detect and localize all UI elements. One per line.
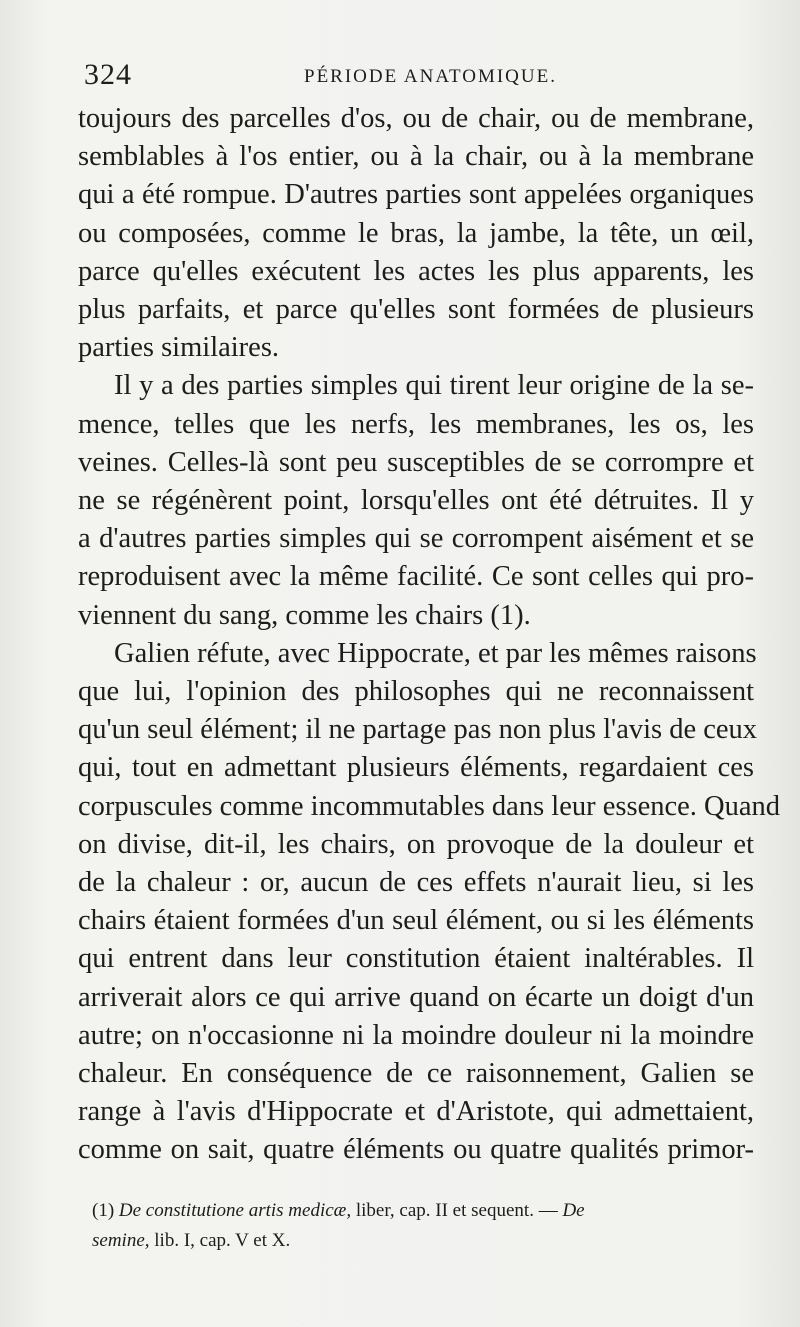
footnote-line [92,1196,752,1226]
text-line: range à l'avis d'Hippocrate et d'Aristote, qui admettaient, [78,1096,754,1128]
text-line: parties similaires. [78,332,280,364]
text-line: viennent du sang, comme les chairs (1). [78,599,531,631]
text-line: Galien réfute, avec Hippocrate, et par les mêmes raisons [114,637,757,669]
body-text [78,100,780,1170]
text-line: ne se régénèrent point, lorsqu'elles ont été détruites. Il y [78,485,754,517]
footnote-reference: liber, cap. II et sequent. — [355,1200,558,1221]
text-line: mence, telles que les nerfs, les membranes, les os, les [78,408,754,440]
text-line: qui a été rompue. D'autres parties sont appelées organiques [78,179,754,211]
text-line: de la chaleur : or, aucun de ces effets n'aurait lieu, si les [78,867,754,899]
text-line: Il y a des parties simples qui tirent leur origine de la se- [114,370,754,402]
text-line: on divise, dit-il, les chairs, on provoque de la douleur et [78,828,754,860]
text-line: veines. Celles-là sont peu susceptibles de se corrompre et [78,446,754,478]
text-line: parce qu'elles exécutent les actes les plus apparents, les [78,255,754,287]
text-line: semblables à l'os entier, ou à la chair, ou à la membrane [78,141,754,173]
footnote-work-title-2: semine, [92,1230,150,1251]
text-line: arriverait alors ce qui arrive quand on écarte un doigt d'un [78,981,754,1013]
text-line: reproduisent avec la même facilité. Ce sont celles qui pro- [78,561,754,593]
text-line: qui, tout en admettant plusieurs éléments, regardaient ces [78,752,754,784]
text-line: toujours des parcelles d'os, ou de chair, ou de membrane, [78,103,754,134]
text-line: chairs étaient formées d'un seul élément, ou si les éléments [78,905,754,937]
text-line: comme on sait, quatre éléments ou quatre qualités primor- [78,1134,754,1166]
text-line: corpuscules comme incommutables dans leur essence. Quand [78,790,780,822]
running-title: PÉRIODE ANATOMIQUE. [304,66,557,87]
footnote-reference-2: lib. I, cap. V et X. [154,1230,291,1251]
text-line: qui entrent dans leur constitution étaient inaltérables. Il [78,943,754,975]
text-line: a d'autres parties simples qui se corrompent aisément et se [78,523,754,555]
page-header [84,58,716,98]
footnote-marker: (1) [92,1200,115,1221]
footnote-work-title: De constitutione artis medicæ, [118,1200,352,1221]
text-line: autre; on n'occasionne ni la moindre douleur ni la moindre [78,1019,754,1051]
footnote [92,1196,752,1256]
text-line: que lui, l'opinion des philosophes qui ne reconnaissent [78,676,754,708]
page-number: 324 [84,58,132,91]
text-line: plus parfaits, et parce qu'elles sont formées de plusieurs [78,294,754,326]
text-line: qu'un seul élément; il ne partage pas non plus l'avis de ceux [78,714,758,746]
footnote-line [92,1226,752,1256]
footnote-de: De [562,1200,585,1221]
text-line: chaleur. En conséquence de ce raisonnement, Galien se [78,1058,754,1090]
text-line: ou composées, comme le bras, la jambe, la tête, un œil, [78,217,754,249]
